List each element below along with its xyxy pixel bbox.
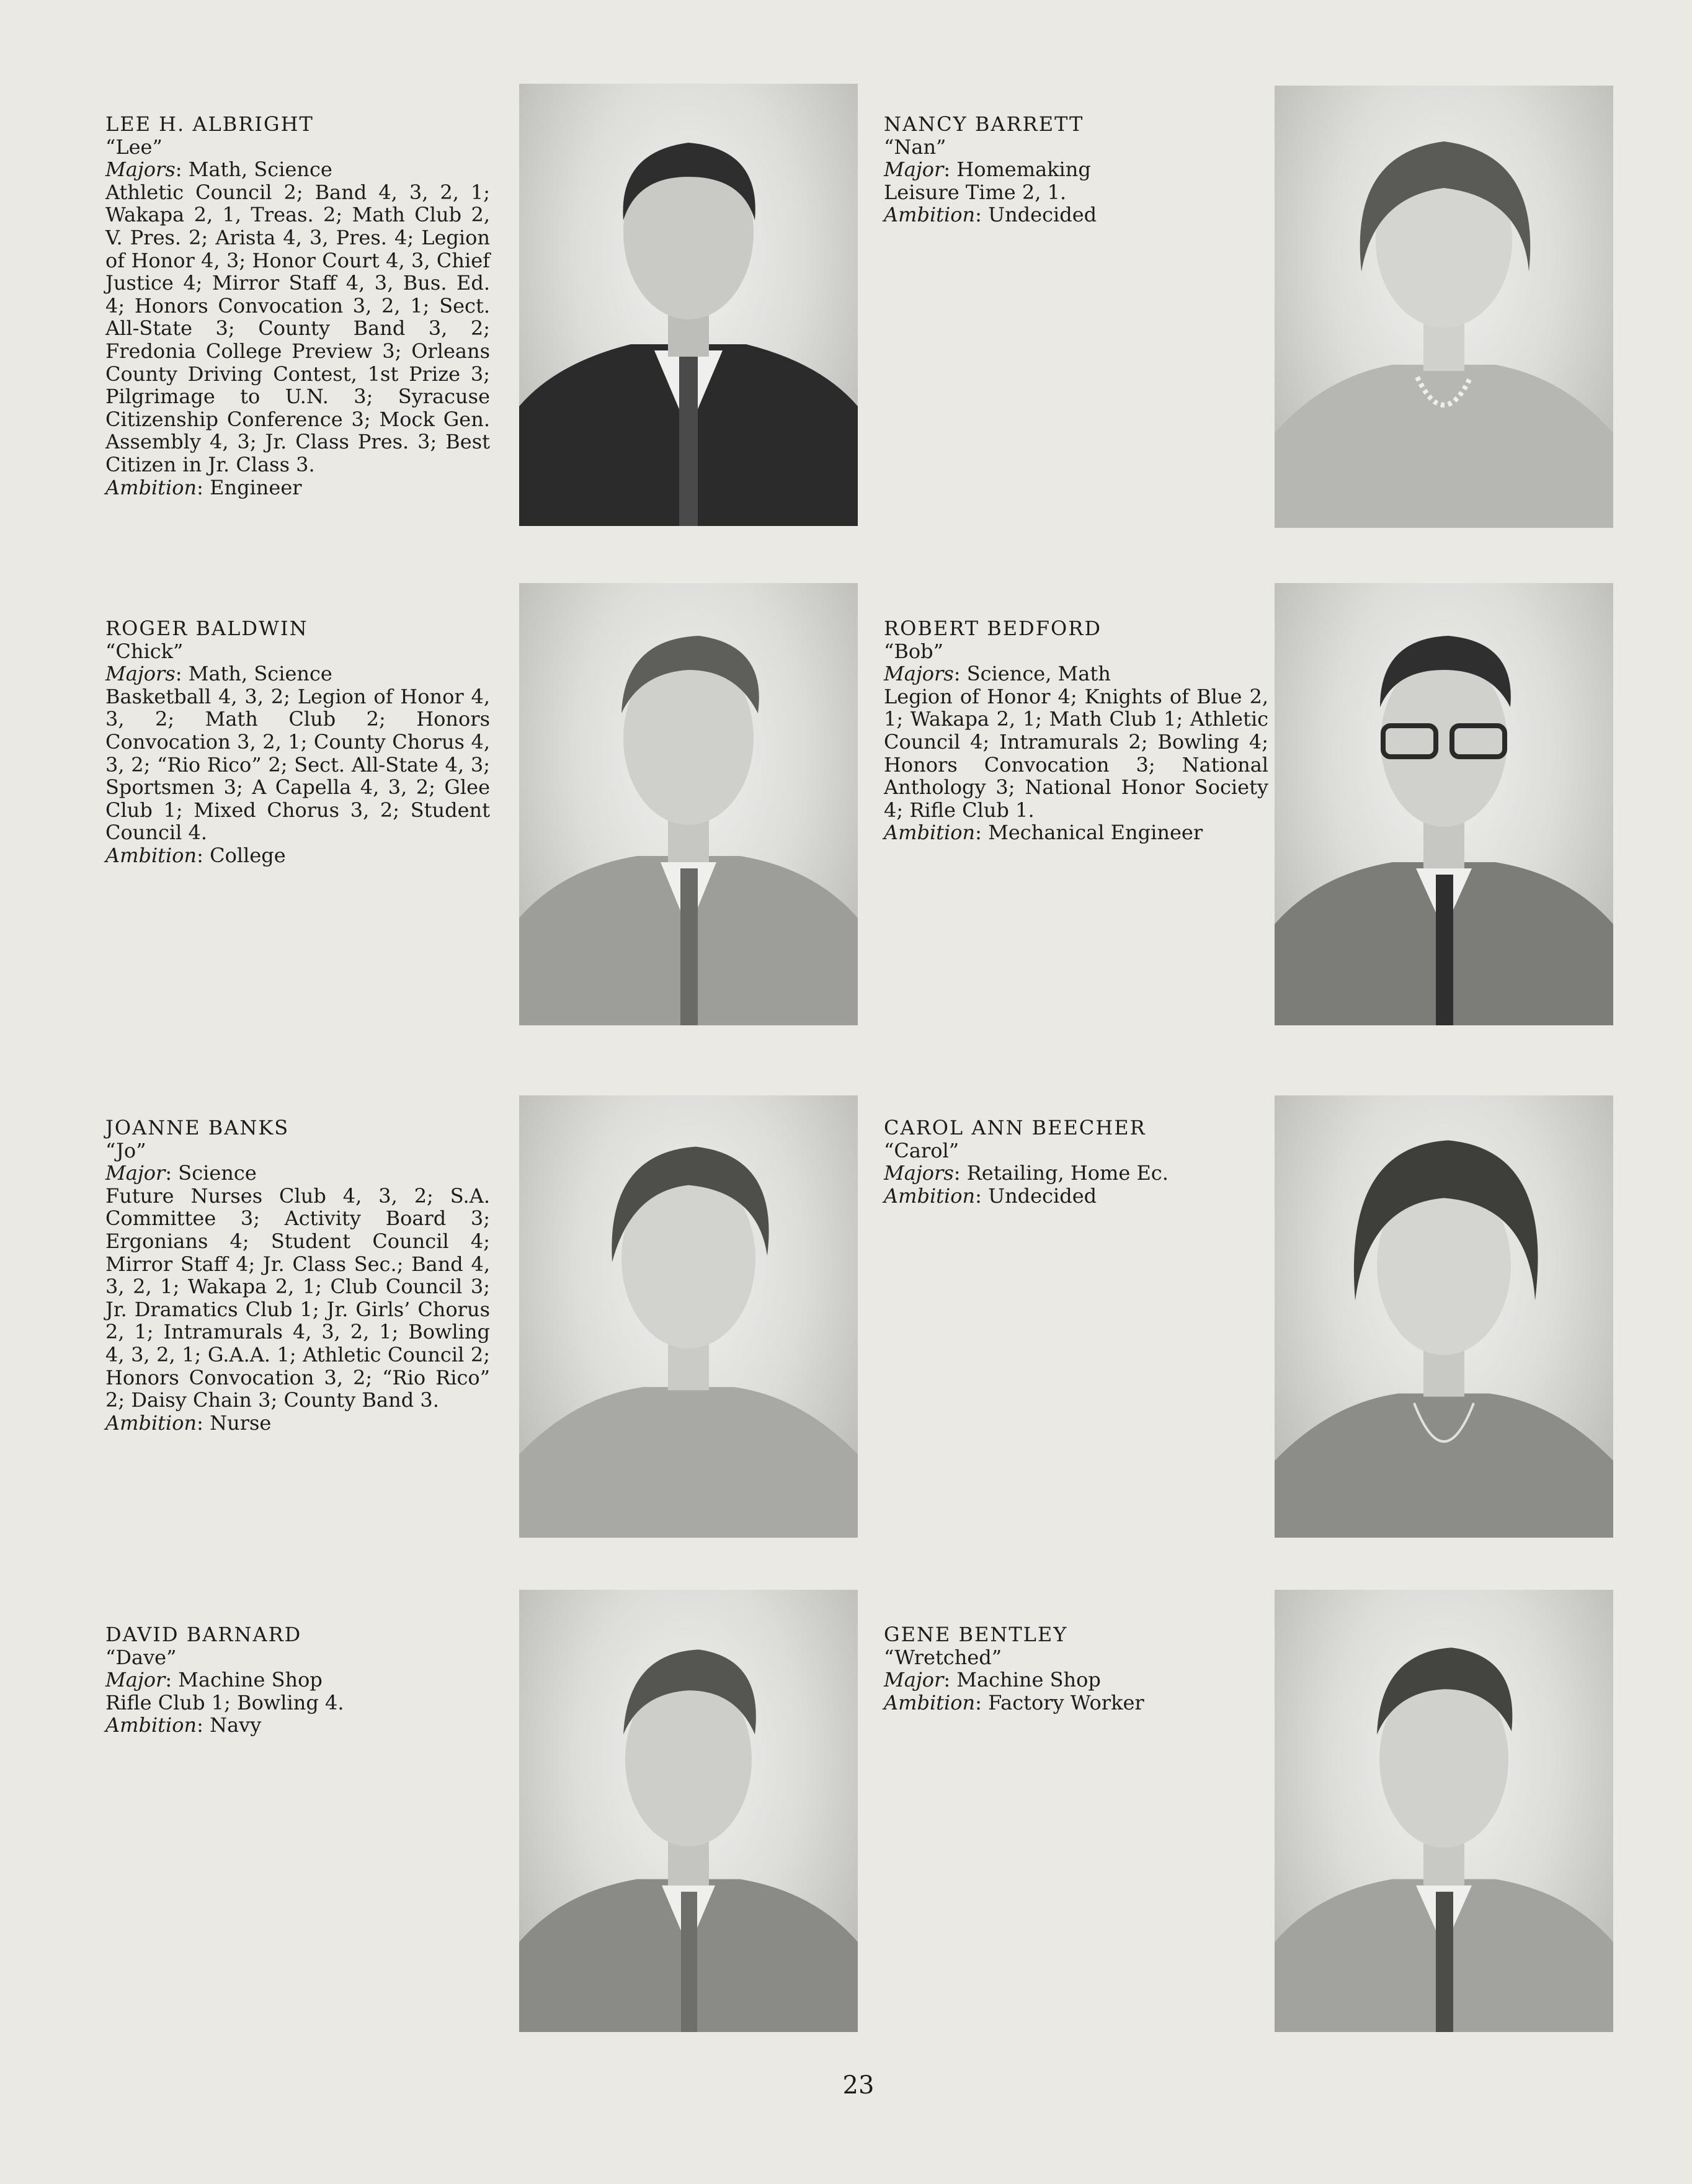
majors-label: Majors (884, 662, 954, 686)
ambition-label: Ambition (105, 843, 197, 867)
student-majors: Machine Shop (178, 1668, 323, 1692)
student-nickname: “Bob” (884, 639, 943, 663)
portrait-photo-bentley (1275, 1590, 1613, 2032)
portrait-photo-barrett (1275, 86, 1613, 528)
student-activities: Legion of Honor 4; Knights of Blue 2, 1; Wakapa 2, 1; Math Club 1; Athletic Council 4; Intramurals 2; Bowling 4; Honors Convocation 3; National Anthology 3; National Honor Society 4; Rifle Club 1. (884, 684, 1268, 822)
portrait-photo-beecher (1275, 1095, 1613, 1538)
student-activities: Basketball 4, 3, 2; Legion of Honor 4, 3, 2; Math Club 2; Honors Convocation 3, 2, 1; County Chorus 4, 3, 2; “Rio Rico” 2; Sect. All-State 4, 3; Sportsmen 3; A Capella 4, 3, 2; Glee Club 1; Mixed Chorus 3, 2; Student Council 4. (105, 684, 490, 845)
student-ambition: Factory Worker (988, 1690, 1144, 1714)
student-entry-albright: LEE H. ALBRIGHT “Lee” Majors: Math, Science Athletic Council 2; Band 4, 3, 2, 1; Wakapa 2, 1, Treas. 2; Math Club 2, V. Pres. 2; Arista 4, 3, Pres. 4; Legion of Honor 4, 3; Honor Court 4, 3, Chief Justice 4; Mirror Staff 4, 3, Bus. Ed. 4; Honors Convocation 3, 2, 1; Sect. All-State 3; County Band 3, 2; Fredonia College Preview 3; Orleans County Driving Contest, 1st Prize 3; Pilgrimage to U.N. 3; Syracuse Citizenship Conference 3; Mock Gen. Assembly 4, 3; Jr. Class Pres. 3; Best Citizen in Jr. Class 3. Ambition: Engineer (105, 112, 490, 499)
student-entry-barrett: NANCY BARRETT “Nan” Major: Homemaking Leisure Time 2, 1. Ambition: Undecided (884, 113, 1268, 226)
student-entry-beecher: CAROL ANN BEECHER “Carol” Majors: Retailing, Home Ec. Ambition: Undecided (884, 1117, 1268, 1207)
student-nickname: “Lee” (105, 135, 163, 159)
student-name: NANCY BARRETT (884, 112, 1084, 136)
ambition-label: Ambition (884, 1183, 976, 1208)
student-entry-bentley: GENE BENTLEY “Wretched” Major: Machine Shop Ambition: Factory Worker (884, 1623, 1268, 1714)
majors-label: Majors (105, 662, 176, 686)
ambition-label: Ambition (884, 203, 976, 227)
student-entry-bedford: ROBERT BEDFORD “Bob” Majors: Science, Math Legion of Honor 4; Knights of Blue 2, 1; Wakapa 2, 1; Math Club 1; Athletic Council 4; Intramurals 2; Bowling 4; Honors Convocation 3; National Anthology 3; National Honor Society 4; Rifle Club 1. Ambition: Mechanical Engineer (884, 617, 1268, 845)
student-majors: Math, Science (188, 158, 332, 182)
student-ambition: Undecided (988, 1183, 1097, 1208)
student-ambition: Nurse (210, 1411, 272, 1435)
student-entry-baldwin: ROGER BALDWIN “Chick” Majors: Math, Science Basketball 4, 3, 2; Legion of Honor 4, 3, 2; Math Club 2; Honors Convocation 3, 2, 1; County Chorus 4, 3, 2; “Rio Rico” 2; Sect. All-State 4, 3; Sportsmen 3; A Capella 4, 3, 2; Glee Club 1; Mixed Chorus 3, 2; Student Council 4. Ambition: College (105, 617, 490, 867)
student-ambition: Mechanical Engineer (988, 821, 1203, 845)
student-nickname: “Nan” (884, 135, 946, 159)
student-nickname: “Carol” (884, 1138, 960, 1162)
student-entry-barnard: DAVID BARNARD “Dave” Major: Machine Shop Rifle Club 1; Bowling 4. Ambition: Navy (105, 1623, 490, 1737)
portrait-photo-baldwin (519, 583, 858, 1025)
portrait-photo-barnard (519, 1590, 858, 2032)
student-majors: Science (178, 1161, 257, 1185)
student-ambition: Navy (210, 1713, 262, 1737)
majors-label: Major (884, 158, 944, 182)
student-name: LEE H. ALBRIGHT (105, 112, 314, 136)
ambition-label: Ambition (105, 1411, 197, 1435)
student-majors: Machine Shop (956, 1668, 1101, 1692)
page-number: 23 (842, 2071, 875, 2100)
student-majors: Science, Math (966, 662, 1111, 686)
portrait-photo-banks (519, 1095, 858, 1538)
majors-label: Major (105, 1161, 166, 1185)
student-activities: Rifle Club 1; Bowling 4. (105, 1690, 344, 1714)
ambition-label: Ambition (105, 1713, 197, 1737)
majors-label: Majors (105, 158, 176, 182)
ambition-label: Ambition (884, 821, 976, 845)
student-activities: Leisure Time 2, 1. (884, 180, 1067, 204)
student-nickname: “Jo” (105, 1138, 146, 1162)
student-name: CAROL ANN BEECHER (884, 1116, 1146, 1139)
student-ambition: Engineer (210, 475, 302, 499)
student-ambition: College (210, 843, 286, 867)
majors-label: Major (884, 1668, 944, 1692)
student-nickname: “Dave” (105, 1645, 177, 1669)
student-majors: Math, Science (188, 662, 332, 686)
student-majors: Homemaking (956, 158, 1091, 182)
student-name: ROBERT BEDFORD (884, 617, 1102, 640)
majors-label: Majors (884, 1161, 954, 1185)
portrait-photo-bedford (1275, 583, 1613, 1025)
student-ambition: Undecided (988, 203, 1097, 227)
majors-label: Major (105, 1668, 166, 1692)
student-majors: Retailing, Home Ec. (966, 1161, 1169, 1185)
ambition-label: Ambition (105, 475, 197, 499)
student-nickname: “Chick” (105, 639, 184, 663)
student-activities: Future Nurses Club 4, 3, 2; S.A. Committee 3; Activity Board 3; Ergonians 4; Student Council 4; Mirror Staff 4; Jr. Class Sec.; Band 4, 3, 2, 1; Wakapa 2, 1; Club Council 3; Jr. Dramatics Club 1; Jr. Girls’ Chorus 2, 1; Intramurals 4, 3, 2, 1; Bowling 4, 3, 2, 1; G.A.A. 1; Athletic Council 2; Honors Convocation 3, 2; “Rio Rico” 2; Daisy Chain 3; County Band 3. (105, 1183, 490, 1412)
student-name: ROGER BALDWIN (105, 617, 308, 640)
student-activities: Athletic Council 2; Band 4, 3, 2, 1; Wakapa 2, 1, Treas. 2; Math Club 2, V. Pres. 2; Arista 4, 3, Pres. 4; Legion of Honor 4, 3; Honor Court 4, 3, Chief Justice 4; Mirror Staff 4, 3, Bus. Ed. 4; Honors Convocation 3, 2, 1; Sect. All-State 3; County Band 3, 2; Fredonia College Preview 3; Orleans County Driving Contest, 1st Prize 3; Pilgrimage to U.N. 3; Syracuse Citizenship Conference 3; Mock Gen. Assembly 4, 3; Jr. Class Pres. 3; Best Citizen in Jr. Class 3. (105, 180, 490, 476)
student-entry-banks: JOANNE BANKS “Jo” Major: Science Future Nurses Club 4, 3, 2; S.A. Committee 3; Activity Board 3; Ergonians 4; Student Council 4; Mirror Staff 4; Jr. Class Sec.; Band 4, 3, 2, 1; Wakapa 2, 1; Club Council 3; Jr. Dramatics Club 1; Jr. Girls’ Chorus 2, 1; Intramurals 4, 3, 2, 1; Bowling 4, 3, 2, 1; G.A.A. 1; Athletic Council 2; Honors Convocation 3, 2; “Rio Rico” 2; Daisy Chain 3; County Band 3. Ambition: Nurse (105, 1116, 490, 1435)
student-name: JOANNE BANKS (105, 1116, 290, 1139)
student-name: GENE BENTLEY (884, 1623, 1068, 1646)
student-name: DAVID BARNARD (105, 1623, 302, 1646)
student-nickname: “Wretched” (884, 1645, 1002, 1669)
ambition-label: Ambition (884, 1690, 976, 1714)
portrait-photo-albright (519, 84, 858, 526)
